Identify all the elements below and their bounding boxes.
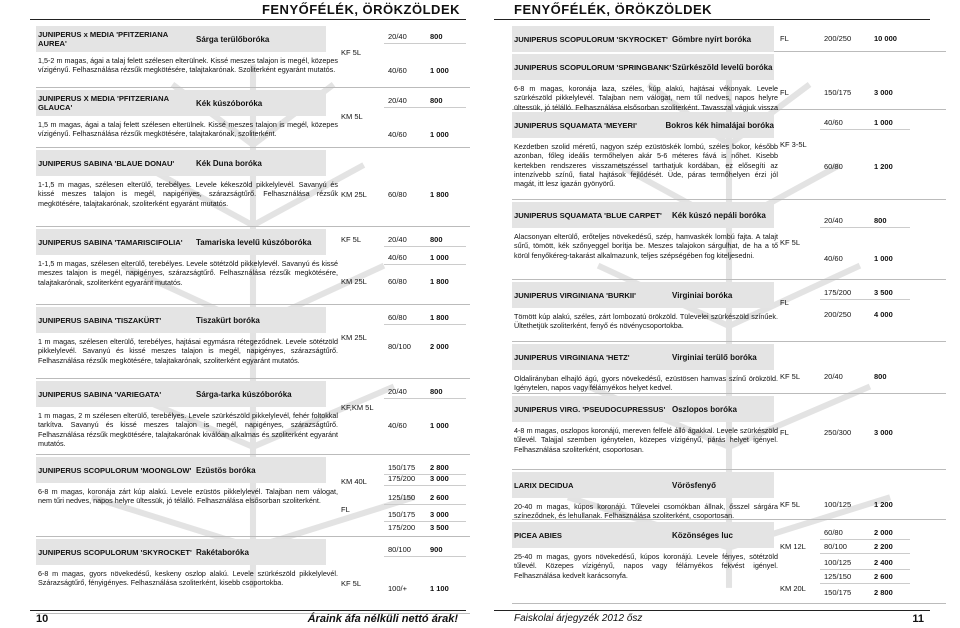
- price-value: 1 000: [430, 66, 449, 75]
- product-entry: [36, 26, 470, 88]
- product-common-name: Közönséges luc: [672, 530, 733, 540]
- product-common-name: Oszlopos boróka: [672, 404, 737, 414]
- container-type: KF 5L: [780, 500, 801, 509]
- container-type: FL: [780, 88, 789, 97]
- product-description: Oldalirányban elhajló ágú, gyors növekedésű, ezüstösen hamvas színű örökzöld. Igénytelen, napos vagy félárnyékos helyet kedvel.: [514, 374, 778, 393]
- product-header: [36, 381, 326, 407]
- size-value: 20/40: [824, 216, 843, 225]
- price-value: 900: [430, 545, 443, 554]
- product-entry: [36, 457, 470, 537]
- container-type: FL: [341, 505, 350, 514]
- product-common-name: Kék Duna boróka: [196, 158, 262, 168]
- container-type: KF 5L: [341, 579, 362, 588]
- product-latin-name: JUNIPERUS SABINA 'TISZAKÜRT': [38, 315, 162, 325]
- row-divider: [384, 107, 466, 108]
- product-header: [512, 396, 774, 422]
- product-entry: [36, 307, 470, 379]
- product-entry: [36, 150, 470, 227]
- row-divider: [820, 299, 910, 300]
- size-value: 20/40: [388, 235, 407, 244]
- product-latin-name: JUNIPERUS X MEDIA 'PFITZERIANA GLAUCA': [38, 94, 169, 112]
- price-value: 1 200: [874, 162, 893, 171]
- price-list: [36, 24, 470, 608]
- price-value: 800: [430, 96, 443, 105]
- size-value: 125/150: [388, 493, 416, 502]
- price-value: 1 200: [874, 500, 893, 509]
- size-value: 20/40: [388, 96, 407, 105]
- product-header: [512, 202, 774, 228]
- product-entry: [512, 26, 946, 52]
- size-value: 150/175: [824, 88, 852, 97]
- price-value: 800: [874, 372, 887, 381]
- product-header: [36, 90, 326, 116]
- row-divider: [820, 553, 910, 554]
- size-value: 40/60: [388, 253, 407, 262]
- row-divider: [820, 569, 910, 570]
- size-value: 80/100: [388, 342, 411, 351]
- footer-note: Áraink áfa nélküli nettó árak!: [307, 612, 458, 625]
- size-value: 40/60: [388, 421, 407, 430]
- product-common-name: Sárga terülőboróka: [196, 34, 270, 44]
- container-type: KM 25L: [341, 333, 367, 342]
- size-value: 60/80: [388, 190, 407, 199]
- product-entry: [36, 381, 470, 455]
- page-number: 10: [36, 612, 49, 625]
- product-header: [512, 522, 774, 548]
- product-common-name: Ezüstös boróka: [196, 465, 256, 475]
- size-value: 40/60: [388, 130, 407, 139]
- price-value: 10 000: [874, 34, 897, 43]
- size-value: 40/60: [824, 254, 843, 263]
- container-type: KF 5L: [780, 372, 801, 381]
- product-header: [36, 26, 326, 52]
- row-divider: [384, 556, 466, 557]
- container-type: FL: [780, 428, 789, 437]
- row-divider: [384, 246, 466, 247]
- product-header: [512, 112, 774, 138]
- header-rule: [494, 19, 930, 20]
- row-divider: [384, 43, 466, 44]
- price-value: 2 000: [874, 528, 893, 537]
- product-header: [36, 539, 326, 565]
- price-value: 1 800: [430, 277, 449, 286]
- footer-note: Faiskolai árjegyzék 2012 ősz: [514, 613, 643, 624]
- price-value: 1 000: [430, 421, 449, 430]
- row-divider: [820, 583, 910, 584]
- price-value: 1 000: [430, 253, 449, 262]
- product-description: Tömött kúp alakú, széles, zárt lombozatú örökzöld. Tülevelei szürkészöld színűek. Ültethetjük szoliterként, fenyő és növénycsoportokba.: [514, 312, 778, 331]
- product-latin-name: JUNIPERUS SABINA 'VARIEGATA': [38, 389, 162, 399]
- product-entry: [512, 112, 946, 200]
- product-latin-name: JUNIPERUS SCOPULORUM 'SKYROCKET': [38, 547, 192, 557]
- header-rule: [30, 19, 466, 20]
- product-common-name: Virginiai boróka: [672, 290, 733, 300]
- product-entry: [512, 472, 946, 520]
- size-value: 20/40: [388, 387, 407, 396]
- size-value: 40/60: [388, 66, 407, 75]
- size-value: 250/300: [824, 428, 852, 437]
- product-entry: [512, 396, 946, 470]
- row-divider: [384, 398, 466, 399]
- product-header: [512, 54, 774, 80]
- size-value: 60/80: [388, 277, 407, 286]
- product-common-name: Kék kúszóboróka: [196, 98, 263, 108]
- size-value: 60/80: [824, 528, 843, 537]
- size-value: 40/60: [824, 118, 843, 127]
- price-value: 800: [430, 32, 443, 41]
- price-value: 1 100: [430, 584, 449, 593]
- product-entry: [512, 282, 946, 342]
- price-value: 2 800: [430, 463, 449, 472]
- row-divider: [384, 504, 466, 505]
- container-type: KF 5L: [341, 48, 362, 57]
- product-header: [512, 282, 774, 308]
- price-value: 1 000: [874, 254, 893, 263]
- price-value: 3 000: [430, 510, 449, 519]
- page-header: FENYŐFÉLÉK, ÖRÖKZÖLDEK: [261, 1, 460, 17]
- product-header: [36, 307, 326, 333]
- product-latin-name: JUNIPERUS SABINA 'TAMARISCIFOLIA': [38, 237, 183, 247]
- size-value: 100/+: [388, 584, 407, 593]
- product-entry: [36, 90, 470, 148]
- size-value: 125/150: [824, 572, 852, 581]
- size-value: 20/40: [388, 32, 407, 41]
- price-value: 1 800: [430, 313, 449, 322]
- product-description: Alacsonyan elterülő, erőteljes növekedésű, szép, hamvaskék lombú fajta. A talajt sűrű, tömött, kék szőnyeggel borítja be. Meszes talajokon sárgulhat, de ha a tő körül fenyőkéreg-takarást alkalmazunk, teljes szépségében fog kiteljesedni.: [514, 232, 778, 260]
- price-value: 800: [874, 216, 887, 225]
- row-divider: [820, 227, 910, 228]
- product-description: 20-40 m magas, kúpos koronájú. Tűlevelei csomókban állnak, ősszel sárgára színeződnek, és lehullanak. Felhasználása szoliterként, csoportosan.: [514, 502, 778, 521]
- product-entry: [512, 54, 946, 110]
- row-divider: [384, 324, 466, 325]
- product-latin-name: JUNIPERUS VIRGINIANA 'BURKII': [514, 290, 636, 300]
- size-value: 80/100: [824, 542, 847, 551]
- product-description: 6-8 m magas, koronája laza, széles, kúp alakú, hajtásai vékonyak. Levele szürkészöld pikkelylevél. Talajban nem válogat, nem tűl nedves, napos helyre ültessük, jó télálló. Felhasználása elsősorban szoliterként. Tavasszal vágjuk vissza: [514, 84, 778, 112]
- product-entry: [512, 522, 946, 604]
- row-divider: [384, 264, 466, 265]
- product-latin-name: JUNIPERUS SQUAMATA 'BLUE CARPET': [514, 210, 662, 220]
- size-value: 20/40: [824, 372, 843, 381]
- container-type: KM 20L: [780, 584, 806, 593]
- product-header: [512, 344, 774, 370]
- container-type: KF 5L: [341, 235, 362, 244]
- size-value: 175/200: [388, 523, 416, 532]
- product-description: 1 m magas, szélesen elterülő, terebélyes, hajtásai egymásra rétegeződnek. Levele sötétzöld pikkelylevél. Savanyú és kissé meszes talajon is megél, napigényes, szárazságtűrő. Felhasználása rézsűk megkötésére, talajtakarónak, szoliterként egyaránt mutatós.: [38, 337, 338, 365]
- product-entry: [36, 539, 470, 614]
- product-description: 1-1,5 m magas, szélesen elterülő, terebélyes. Levele sötétzöld pikkelylevél. Savanyú és kissé meszes talajon is megél, napigényes, szárazságtűrő. Felhasználása rézsűk megkötésére, talajtakarónak, szoliterként egyaránt mutatós.: [38, 259, 338, 287]
- product-latin-name: JUNIPERUS SCOPULORUM 'MOONGLOW': [38, 465, 192, 475]
- price-list: [512, 24, 946, 608]
- product-common-name: Tamariska levelű kúszóboróka: [196, 237, 312, 247]
- size-value: 80/100: [388, 545, 411, 554]
- size-value: 175/200: [824, 288, 852, 297]
- product-header: [36, 457, 326, 483]
- price-value: 3 000: [874, 88, 893, 97]
- product-common-name: Bokros kék himalájai boróka: [665, 120, 774, 130]
- product-description: 4-8 m magas, oszlopos koronájú, mereven felfelé álló ágakkal. Levele szürkészöld tűlevél. Talajjal szemben igénytelen, közepes vízigényű, párás helyet igényel. Felhasználása szoliterként, csoportosan.: [514, 426, 778, 454]
- price-value: 3 000: [874, 428, 893, 437]
- row-divider: [820, 129, 910, 130]
- size-value: 60/80: [824, 162, 843, 171]
- product-header: [512, 472, 774, 498]
- product-header: [512, 26, 774, 52]
- size-value: 175/200: [388, 474, 416, 483]
- product-latin-name: JUNIPERUS VIRG. 'PSEUDOCUPRESSUS': [514, 404, 666, 414]
- price-value: 2 000: [430, 342, 449, 351]
- container-type: KM 12L: [780, 542, 806, 551]
- container-type: KF 5L: [780, 238, 801, 247]
- price-value: 3 000: [430, 474, 449, 483]
- price-value: 3 500: [874, 288, 893, 297]
- product-common-name: Gömbre nyírt boróka: [672, 34, 752, 44]
- page-number: 11: [912, 612, 924, 625]
- product-common-name: Sárga-tarka kúszóboróka: [196, 389, 292, 399]
- container-type: KF 3-5L: [780, 140, 807, 149]
- size-value: 100/125: [824, 500, 852, 509]
- product-description: 25-40 m magas, gyors növekedésű, kúpos koronájú. Levele fényes, sötétzöld tűlevél. Közepes vízigényű, napos vagy félárnyékos fekvést igényel. Felhasználása kedvelt karácsonyfa.: [514, 552, 778, 580]
- price-value: 2 600: [874, 572, 893, 581]
- product-description: 1,5 m magas, ágai a talaj felett szélesen elterülnek. Kissé meszes talajon is megél, közepes vízigényű. Felhasználása rézsűk megkötésére, talajtakarónak, szoliterként.: [38, 120, 338, 139]
- product-header: [36, 229, 326, 255]
- row-divider: [820, 539, 910, 540]
- product-header: [36, 150, 326, 176]
- right-page: [480, 0, 960, 628]
- price-value: 2 200: [874, 542, 893, 551]
- product-entry: [512, 344, 946, 394]
- container-type: KM 5L: [341, 112, 363, 121]
- page-footer: [494, 610, 930, 626]
- container-type: FL: [780, 298, 789, 307]
- price-value: 2 800: [874, 588, 893, 597]
- product-description: 1-1,5 m magas, szélesen elterülő, terebélyes. Levele kékeszöld pikkelylevél. Savanyú és kissé meszes talajon is megél, napigényes, szárazságtűrő. Felhasználása rézsűk megkötésére, talajtakarónak, szoliterként egyaránt mutatós.: [38, 180, 338, 208]
- price-value: 3 500: [430, 523, 449, 532]
- product-latin-name: JUNIPERUS SCOPULORUM 'SKYROCKET': [514, 34, 668, 44]
- product-common-name: Rakétaboróka: [196, 547, 249, 557]
- product-common-name: Virginiai terülő boróka: [672, 352, 757, 362]
- price-value: 4 000: [874, 310, 893, 319]
- container-type: KM 25L: [341, 190, 367, 199]
- product-description: 1,5-2 m magas, ágai a talaj felett szélesen elterülnek. Kissé meszes talajon is megél, közepes vízigényű. Felhasználása rézsűk megkötésére, talajtakarónak. Szoliterként egyaránt mutatós.: [38, 56, 338, 75]
- container-type: KM 40L: [341, 477, 367, 486]
- size-value: 200/250: [824, 310, 852, 319]
- container-type: KF,KM 5L: [341, 403, 374, 412]
- product-latin-name: JUNIPERUS SABINA 'BLAUE DONAU': [38, 158, 175, 168]
- row-divider: [384, 521, 466, 522]
- product-latin-name: JUNIPERUS SCOPULORUM 'SPRINGBANK': [514, 62, 672, 72]
- container-type: FL: [780, 34, 789, 43]
- product-latin-name: JUNIPERUS SQUAMATA 'MEYERI': [514, 120, 637, 130]
- product-common-name: Tiszakürt boróka: [196, 315, 260, 325]
- page-header: FENYŐFÉLÉK, ÖRÖKZÖLDEK: [514, 1, 713, 17]
- product-description: Kezdetben szolid méretű, nagyon szép ezüstöskék lombú, széles bokor, később azonban, főleg ideális termőhelyen akár 5-6 méteres fává is nőhet. Kisebb kertekben rendszeres visszametszéssel tarthatjuk kordában, ez elősegíti az intenzívebb színű, fiatal hajtások fejlődését. Üde, páras termőhelyen érzi jól magát, itt lesz igazán gyönyörű.: [514, 142, 778, 189]
- price-value: 2 600: [430, 493, 449, 502]
- product-description: 6-8 m magas, koronája zárt kúp alakú. Levele ezüstös pikkelylevél. Talajban nem válogat, nem tűri nedves, napos helyre ültessük, jó télálló. Felhasználása elsősorban szoliterként.: [38, 487, 338, 506]
- size-value: 60/80: [388, 313, 407, 322]
- size-value: 100/125: [824, 558, 852, 567]
- price-value: 2 400: [874, 558, 893, 567]
- product-entry: [512, 202, 946, 280]
- price-value: 800: [430, 387, 443, 396]
- product-entry: [36, 229, 470, 305]
- container-type: KM 25L: [341, 277, 367, 286]
- product-description: 6-8 m magas, gyors növekedésű, keskeny oszlop alakú. Levele szürkészöld pikkelylevél. Szárazságtűrő, fényigényes. Felhasználása szoliterként, kisebb csoportokba.: [38, 569, 338, 588]
- product-description: 1 m magas, 2 m szélesen elterülő, terebélyes. Levele szürkészöld pikkelylevél, fehér foltokkal tarkítva. Savanyú és kissé meszes talajon is megél, napigényes, szárazságtűrő. Felhasználása rézsűk megkötésére, talajtakarónak kiválóan alkalmas és szoliterként egyaránt mutatós.: [38, 411, 338, 448]
- product-common-name: Kék kúszó nepáli boróka: [672, 210, 766, 220]
- page-footer: [30, 610, 466, 626]
- product-latin-name: PICEA ABIES: [514, 530, 562, 540]
- size-value: 150/175: [388, 463, 416, 472]
- product-latin-name: LARIX DECIDUA: [514, 480, 574, 490]
- product-latin-name: JUNIPERUS x MEDIA 'PFITZERIANA AUREA': [38, 30, 168, 48]
- size-value: 200/250: [824, 34, 852, 43]
- product-common-name: Vörösfenyő: [672, 480, 717, 490]
- row-divider: [384, 485, 466, 486]
- price-value: 1 000: [430, 130, 449, 139]
- size-value: 150/175: [388, 510, 416, 519]
- size-value: 150/175: [824, 588, 852, 597]
- product-latin-name: JUNIPERUS VIRGINIANA 'HETZ': [514, 352, 630, 362]
- price-value: 800: [430, 235, 443, 244]
- product-common-name: Szürkészöld levelű boróka: [672, 62, 773, 72]
- price-value: 1 000: [874, 118, 893, 127]
- price-value: 1 800: [430, 190, 449, 199]
